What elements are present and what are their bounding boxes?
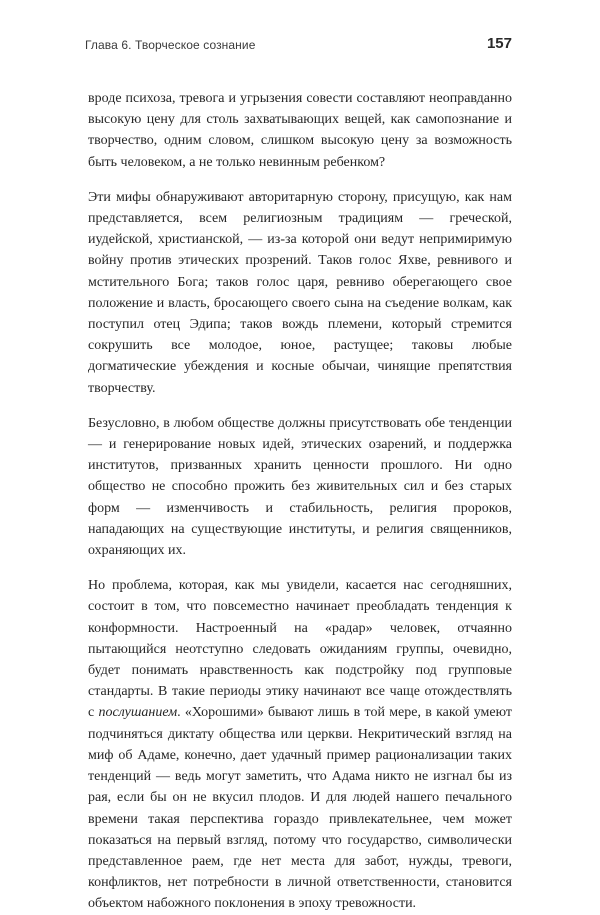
running-head-chapter: Глава 6. Творческое сознание	[85, 38, 256, 52]
page-number: 157	[486, 35, 512, 52]
paragraph-4-text-after: . «Хорошими» бывают лишь в той мере, в какой умеют подчиняться диктату общества или церкви. Некритический взгляд на миф об Адаме, конечно, дает удачный пример рационализации таких тенденций — ведь могут заметить, что Адама никто не изгнал бы из рая, если бы он не вкусил плодов. И для людей нашего печального времени такая перспектива гораздо привлекательнее, чем может показаться на первый взгляд, потому что государство, символически представленное раем, где нет места для забот, нужды, тревоги, конфликтов, нет потребности в личной ответственности, становится объектом набожного поклонения в эпоху тревожности.	[88, 705, 512, 912]
paragraph-4-emphasis: послушанием	[98, 705, 178, 721]
paragraph-2: Эти мифы обнаруживают авторитарную сторону, присущую, как нам представляется, всем религиозным традициям — греческой, иудейской, христианской, — из-за которой они ведут непримиримую войну против этических прозрений. Таков голос Яхве, ревнивого и мстительного Бога; таков голос царя, ревниво оберегающего свое положение и власть, бросающего своего сына на съедение волкам, как поступил отец Эдипа; таков вождь племени, который стремится сокрушить все молодое, юное, растущее; таковы любые догматические убеждения и косные обычаи, чинящие препятствия творчеству.	[88, 189, 512, 396]
paragraph-4	[88, 575, 512, 914]
paragraph-4-text-before: Но проблема, которая, как мы увидели, касается нас сегодняшних, состоит в том, что повсеместно начинает преобладать тенденция к конформности. Настроенный на «радар» человек, отчаянно пытающийся неотступно следовать ожиданиям группы, очевидно, будет понимать нравственность как подстройку под групповые стандарты. В такие периоды этику начинают все чаще отождествлять с	[88, 578, 512, 721]
body-text	[88, 88, 512, 915]
paragraph-1: вроде психоза, тревога и угрызения совести составляют неоправданно высокую цену для столь захватывающих вещей, как самопознание и творчество, одним словом, слишком высокую цену за возможность быть человеком, а не только невинным ребенком?	[88, 91, 512, 170]
paragraph-3: Безусловно, в любом обществе должны присутствовать обе тенденции — и генерирование новых идей, этических озарений, и поддержка институтов, призванных хранить ценности прошлого. Ни одно общество не способно прожить без живительных сил и без старых форм — изменчивость и стабильность, религия пророков, нападающих на существующие институты, и религия священников, охраняющих их.	[88, 415, 512, 559]
